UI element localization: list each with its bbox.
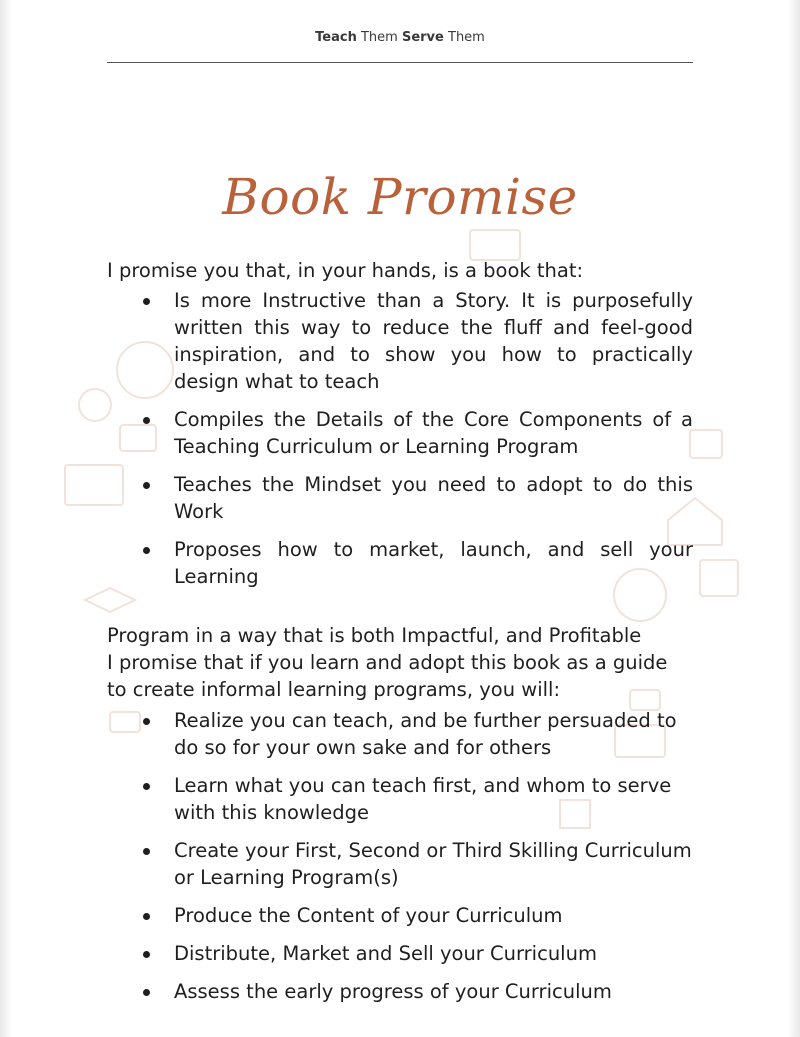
list-item: Realize you can teach, and be further persuaded to do so for your own sake and for others	[107, 707, 693, 761]
list-item: Create your First, Second or Third Skilling Curriculum or Learning Program(s)	[107, 837, 693, 891]
list-item: Assess the early progress of your Curriculum	[107, 978, 693, 1005]
header-word-teach: Teach	[315, 30, 357, 45]
cart-icon	[690, 430, 722, 458]
page-edge-left	[0, 0, 12, 1037]
header-word-them: Them	[360, 30, 398, 45]
outcome-list	[107, 707, 693, 1016]
tablet-icon	[700, 560, 738, 596]
promise-list	[107, 287, 693, 601]
list-item: Learn what you can teach first, and whom to serve with this knowledge	[107, 772, 693, 826]
list-item: Proposes how to market, launch, and sell your Learning	[107, 536, 693, 590]
page-title: Book Promise	[222, 168, 578, 226]
second-intro	[107, 622, 693, 703]
page-edge-right	[788, 0, 800, 1037]
list-item: Is more Instructive than a Story. It is purposefully written this way to reduce the fluff and feel-good inspiration, and to show you how to practically design what to teach	[107, 287, 693, 395]
header-divider	[107, 62, 693, 63]
laptop-icon	[470, 230, 520, 260]
list-item: Compiles the Details of the Core Components of a Teaching Curriculum or Learning Program	[107, 406, 693, 460]
list-item: Teaches the Mindset you need to adopt to do this Work	[107, 471, 693, 525]
list-item: Produce the Content of your Curriculum	[107, 902, 693, 929]
list-item: Distribute, Market and Sell your Curriculum	[107, 940, 693, 967]
intro-text: I promise you that, in your hands, is a book that:	[107, 259, 584, 282]
second-intro-line2: I promise that if you learn and adopt this book as a guide to create informal learning programs, you will:	[107, 651, 668, 701]
second-intro-line1: Program in a way that is both Impactful, and Profitable	[107, 624, 642, 647]
header-word-serve: Serve	[401, 30, 444, 45]
intro-paragraph	[107, 257, 693, 284]
running-header	[0, 30, 800, 45]
header-word-them-2: Them	[448, 30, 485, 45]
